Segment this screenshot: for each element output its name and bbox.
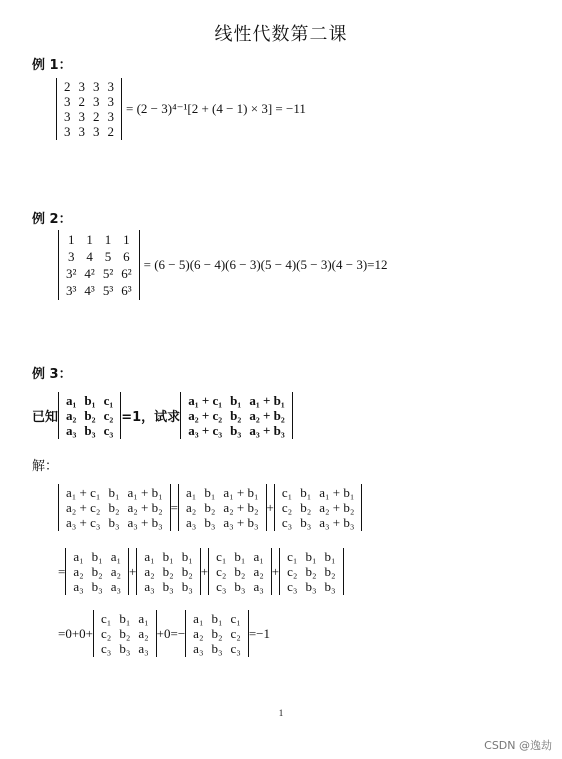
matrix-cell: a₃ + b₃: [319, 515, 355, 530]
determinant-h: [93, 610, 157, 657]
matrix-cell: 3³: [66, 283, 77, 298]
matrix-cell: a₃ + b₃: [223, 515, 259, 530]
matrix-cell: b₁: [234, 549, 246, 564]
matrix-cell: b₂: [162, 564, 174, 579]
matrix-cell: a₃: [144, 579, 155, 594]
watermark: CSDN @逸劫: [484, 739, 552, 752]
matrix-cell: 5²: [102, 266, 114, 281]
matrix-cell: b₁: [162, 549, 174, 564]
determinant-b: [178, 484, 267, 531]
example-3-label: 例 3：: [32, 367, 72, 382]
matrix-cell: 2: [93, 109, 100, 124]
matrix-cell: a₂ + b₂: [249, 408, 285, 423]
determinant-f: [208, 548, 272, 595]
matrix-cell: b₃: [108, 515, 120, 530]
example-1-result: = (2 − 3)⁴⁻¹[2 + (4 − 1) × 3] = −11: [126, 101, 306, 116]
matrix-cell: a₂: [110, 564, 122, 579]
solution-label: 解：: [32, 459, 59, 474]
matrix-cell: b₃: [324, 579, 336, 594]
matrix-cell: a₁: [144, 549, 155, 564]
matrix-cell: 1: [123, 232, 130, 247]
matrix-cell: a₁ + c₁: [188, 393, 223, 408]
matrix-cell: b₂: [108, 500, 120, 515]
matrix-cell: 3: [93, 94, 100, 109]
matrix-cell: b₁: [108, 485, 120, 500]
matrix-cell: a₃ + b₃: [249, 423, 285, 438]
matrix-cell: a₂: [138, 626, 149, 641]
matrix-cell: 3: [64, 124, 71, 139]
final-result: =−1: [248, 625, 271, 641]
matrix-cell: a₃: [66, 423, 77, 438]
given-text: 已知: [32, 410, 59, 425]
matrix-cell: b₂: [84, 408, 96, 423]
matrix-cell: b₁: [119, 611, 131, 626]
matrix-cell: b₃: [230, 423, 242, 438]
matrix-cell: b₂: [181, 564, 193, 579]
matrix-cell: a₂ + c₂: [66, 500, 101, 515]
matrix-cell: c₃: [216, 579, 227, 594]
matrix-cell: a₁ + c₁: [66, 485, 101, 500]
matrix-cell: b₁: [230, 393, 242, 408]
matrix-cell: 3: [107, 94, 114, 109]
matrix-cell: b₁: [181, 549, 193, 564]
matrix-cell: b₃: [211, 641, 223, 656]
determinant-i: [185, 610, 249, 657]
matrix-cell: a₃: [193, 641, 204, 656]
matrix-cell: b₂: [300, 500, 312, 515]
matrix-cell: b₂: [324, 564, 336, 579]
matrix-cell: 4²: [84, 266, 95, 281]
matrix-cell: a₃ + b₃: [127, 515, 163, 530]
matrix-cell: 5³: [102, 283, 114, 298]
plus-sign: +: [200, 563, 209, 579]
matrix-cell: a₁: [110, 549, 122, 564]
matrix-cell: b₂: [234, 564, 246, 579]
example-2-result: = (6 − 5)(6 − 4)(6 − 3)(5 − 4)(5 − 3)(4 − 3)=12: [143, 257, 388, 272]
matrix-cell: 3: [93, 79, 100, 94]
example-2-label: 例 2：: [32, 212, 72, 227]
matrix-cell: a₃ + c₃: [188, 423, 223, 438]
matrix-cell: 3: [64, 109, 71, 124]
solution-line-3: [58, 610, 270, 657]
matrix-cell: b₃: [204, 515, 216, 530]
matrix-cell: a₂: [73, 564, 84, 579]
matrix-cell: c₂: [230, 626, 241, 641]
plus-sign: +: [266, 499, 274, 515]
matrix-cell: c₂: [287, 564, 298, 579]
matrix-cell: c₁: [287, 549, 298, 564]
matrix-cell: a₃ + c₃: [66, 515, 101, 530]
matrix-cell: b₂: [91, 564, 103, 579]
matrix-cell: 3: [93, 124, 100, 139]
matrix-cell: 6³: [121, 283, 132, 298]
matrix-cell: 5: [104, 249, 112, 264]
given-equals-text: =1，试求: [121, 410, 181, 425]
matrix-cell: c₂: [101, 626, 112, 641]
matrix-cell: b₃: [162, 579, 174, 594]
matrix-cell: a₂: [66, 408, 77, 423]
example-3-problem: [32, 392, 293, 439]
matrix-cell: c₁: [281, 485, 293, 500]
matrix-cell: c₃: [101, 641, 112, 656]
matrix-cell: a₃: [253, 579, 264, 594]
solution-line-2: [58, 548, 344, 595]
matrix-cell: a₂ + b₂: [127, 500, 163, 515]
matrix-cell: b₃: [234, 579, 246, 594]
matrix-cell: 6: [123, 249, 130, 264]
matrix-cell: 1: [86, 232, 93, 247]
matrix-cell: c₃: [230, 641, 241, 656]
matrix-cell: a₃: [110, 579, 122, 594]
page-number: 1: [278, 708, 284, 718]
matrix-cell: c₁: [230, 611, 241, 626]
matrix-cell: b₁: [305, 549, 317, 564]
matrix-cell: c₃: [281, 515, 293, 530]
page-title: 线性代数第二课: [214, 24, 348, 45]
equals-sign: =: [58, 563, 66, 579]
matrix-cell: b₁: [211, 611, 223, 626]
matrix-cell: a₁: [73, 549, 84, 564]
matrix-cell: 4: [86, 249, 93, 264]
vandermonde-determinant: [58, 230, 140, 300]
given-determinant: [58, 392, 121, 439]
example-1-equation: [56, 78, 306, 140]
matrix-cell: b₃: [119, 641, 131, 656]
matrix-cell: a₁: [253, 549, 264, 564]
matrix-cell: c₃: [103, 423, 114, 438]
matrix-cell: c₂: [216, 564, 227, 579]
matrix-cell: c₂: [103, 408, 114, 423]
matrix-cell: a₂: [144, 564, 155, 579]
target-determinant: [180, 392, 293, 439]
matrix-cell: b₁: [324, 549, 336, 564]
matrix-cell: b₃: [84, 423, 96, 438]
solution-line-1: [58, 484, 362, 531]
matrix-cell: b₃: [181, 579, 193, 594]
matrix-cell: a₁ + b₁: [223, 485, 259, 500]
example-2-equation: [58, 230, 387, 300]
matrix-cell: a₂ + b₂: [223, 500, 259, 515]
matrix-cell: b₁: [84, 393, 96, 408]
matrix-cell: c₂: [281, 500, 293, 515]
matrix-cell: a₂: [253, 564, 264, 579]
matrix-cell: b₁: [300, 485, 312, 500]
equals-sign: =: [170, 499, 178, 515]
matrix-cell: 3: [67, 249, 75, 264]
matrix-cell: b₃: [300, 515, 312, 530]
matrix-cell: a₁: [66, 393, 77, 408]
matrix-cell: 3: [64, 94, 71, 109]
matrix-cell: a₂: [193, 626, 204, 641]
matrix-cell: c₁: [103, 393, 114, 408]
matrix-cell: 1: [67, 232, 75, 247]
matrix-cell: 4³: [84, 283, 95, 298]
matrix-cell: a₂ + c₂: [188, 408, 223, 423]
matrix-cell: a₃: [73, 579, 84, 594]
plus-sign: +: [129, 563, 137, 579]
matrix-cell: a₂ + b₂: [319, 500, 355, 515]
matrix-cell: a₁ + b₁: [127, 485, 163, 500]
matrix-cell: 3: [78, 79, 85, 94]
matrix-cell: 3²: [66, 266, 77, 281]
matrix-cell: a₁: [138, 611, 149, 626]
matrix-cell: b₃: [91, 579, 103, 594]
determinant-c: [274, 484, 363, 531]
zero-terms: =0+0+: [58, 625, 93, 641]
matrix-cell: c₃: [287, 579, 298, 594]
matrix-cell: 2: [107, 124, 114, 139]
plus-zero-minus: +0=−: [156, 625, 186, 641]
matrix-cell: b₂: [305, 564, 317, 579]
matrix-cell: a₃: [186, 515, 197, 530]
matrix-cell: b₂: [230, 408, 242, 423]
matrix-cell: a₁ + b₁: [319, 485, 355, 500]
matrix-cell: a₁ + b₁: [249, 393, 285, 408]
matrix-cell: b₁: [204, 485, 216, 500]
determinant-e: [136, 548, 200, 595]
determinant-d: [65, 548, 129, 595]
plus-sign: +: [271, 563, 280, 579]
matrix-cell: b₁: [91, 549, 103, 564]
matrix-cell: c₁: [216, 549, 227, 564]
matrix-cell: a₂: [186, 500, 197, 515]
matrix-cell: 3: [107, 109, 114, 124]
matrix-cell: c₁: [101, 611, 112, 626]
matrix-cell: 6²: [121, 266, 132, 281]
matrix-cell: a₃: [138, 641, 149, 656]
example-1-label: 例 1：: [32, 58, 72, 73]
matrix-cell: 2: [64, 79, 71, 94]
determinant-a: [58, 484, 171, 531]
matrix-cell: b₂: [211, 626, 223, 641]
determinant-4x4: [56, 78, 122, 140]
matrix-cell: 1: [104, 232, 112, 247]
matrix-cell: 2: [78, 94, 85, 109]
matrix-cell: 3: [107, 79, 114, 94]
matrix-cell: a₁: [186, 485, 197, 500]
matrix-cell: b₂: [204, 500, 216, 515]
determinant-g: [279, 548, 343, 595]
matrix-cell: a₁: [193, 611, 204, 626]
matrix-cell: b₃: [305, 579, 317, 594]
matrix-cell: b₂: [119, 626, 131, 641]
matrix-cell: 3: [78, 124, 85, 139]
matrix-cell: 3: [78, 109, 85, 124]
